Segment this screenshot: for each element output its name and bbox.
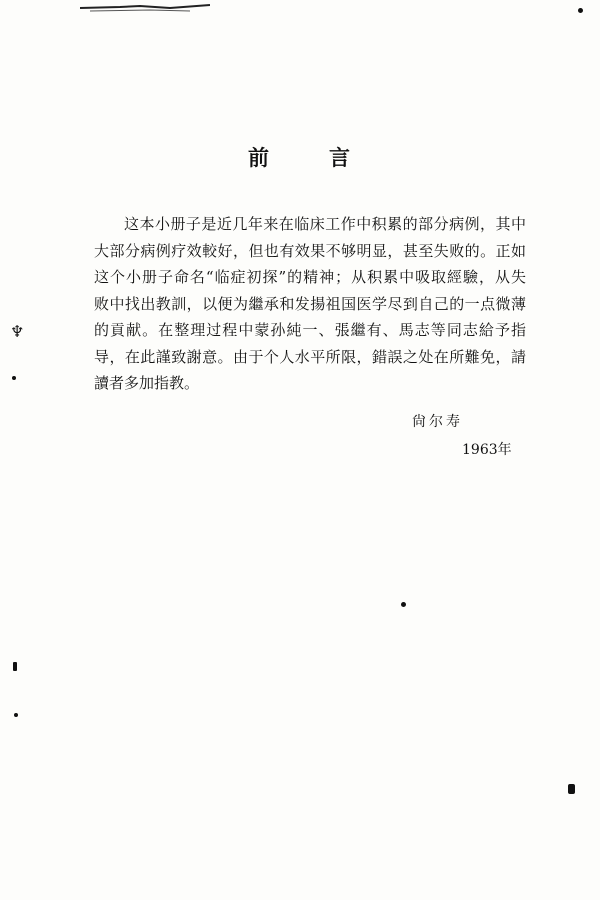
author-signature: 尙尔寿 <box>412 414 463 430</box>
title-char-1: 前 <box>248 145 271 170</box>
paragraph-line: 的貢献。在整理过程中蒙孙純一、張繼有、馬志等同志給予指 <box>94 321 526 339</box>
scan-speck <box>13 662 17 671</box>
scan-mark-top <box>80 2 210 14</box>
scan-speck <box>12 376 16 380</box>
paragraph-line: 这个小册子命名“临症初探”的精神；从积累中吸取經驗，从失 <box>94 268 526 286</box>
scan-speck <box>578 8 583 13</box>
scan-speck <box>401 602 406 607</box>
date-line: 1963年 <box>462 442 512 458</box>
title-char-2: 言 <box>329 145 352 170</box>
scan-speck <box>568 784 575 794</box>
paragraph-line: 讀者多加指教。 <box>94 374 200 392</box>
paragraph-line: 这本小册子是近几年来在临床工作中积累的部分病例，其中 <box>124 215 526 233</box>
margin-mark-left: ♆ <box>10 322 25 341</box>
scan-speck <box>14 713 18 717</box>
paragraph-line: 大部分病例疗效較好，但也有效果不够明显，甚至失败的。正如 <box>94 241 526 260</box>
preface-paragraph <box>94 211 526 397</box>
page-title <box>0 142 600 172</box>
paragraph-line: 导，在此謹致謝意。由于个人水平所限，錯誤之处在所難免，請 <box>94 347 526 366</box>
paragraph-line: 败中找出教訓，以便为繼承和发揚祖国医学尽到自己的一点微薄 <box>94 294 526 313</box>
